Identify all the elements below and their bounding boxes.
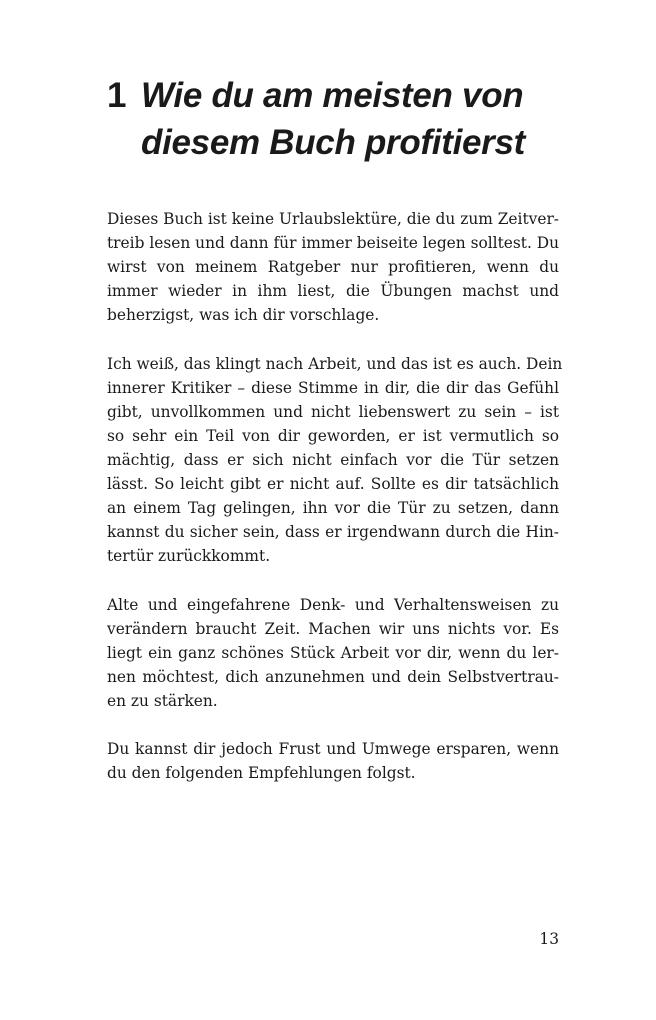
text-line: liegt ein ganz schönes Stück Arbeit vor dir, wenn du ler-	[107, 643, 559, 662]
text-line: nen möchtest, dich anzunehmen und dein Selbstvertrau-	[107, 667, 559, 686]
text-line: tertür zurückkommt.	[107, 547, 271, 566]
text-line: wirst von meinem Ratgeber nur profitieren, wenn du	[107, 258, 559, 277]
text-line: gibt, unvollkommen und nicht liebenswert zu sein – ist	[107, 402, 559, 421]
chapter-title-line: diesem Buch profitierst	[141, 123, 526, 162]
paragraph-4	[107, 737, 559, 785]
chapter-title	[141, 72, 577, 166]
text-line: immer wieder in ihm liest, die Übungen machst und	[107, 282, 559, 301]
text-line: Du kannst dir jedoch Frust und Umwege ersparen, wenn	[107, 740, 559, 759]
text-line: Ich weiß, das klingt nach Arbeit, und das ist es auch. Dein	[107, 354, 563, 373]
paragraph-2	[107, 352, 563, 569]
text-line: beherzigst, was ich dir vorschlage.	[107, 306, 380, 325]
text-line: mächtig, dass er sich nicht einfach vor die Tür setzen	[107, 450, 559, 469]
text-line: an einem Tag gelingen, ihn vor die Tür zu setzen, dann	[107, 499, 559, 518]
text-line: so sehr ein Teil von dir geworden, er ist vermutlich so	[107, 426, 559, 445]
text-line: treib lesen und dann für immer beiseite legen solltest. Du	[107, 234, 560, 253]
paragraph-3	[107, 593, 559, 713]
text-line: verändern braucht Zeit. Machen wir uns nichts vor. Es	[107, 619, 559, 638]
text-line: Dieses Buch ist keine Urlaubslektüre, die du zum Zeitver-	[107, 210, 559, 228]
text-line: Alte und eingefahrene Denk- und Verhaltensweisen zu	[107, 595, 559, 614]
chapter-heading	[107, 72, 577, 166]
text-line: kannst du sicher sein, dass er irgendwann durch die Hin-	[107, 523, 559, 542]
page-number: 13	[539, 930, 559, 948]
paragraph-1	[107, 207, 559, 327]
text-line: du den folgenden Empfehlungen folgst.	[107, 764, 416, 783]
chapter-title-line: Wie du am meisten von	[141, 76, 524, 115]
body-text	[107, 207, 563, 809]
text-line: en zu stärken.	[107, 691, 218, 710]
chapter-number: 1	[107, 76, 127, 115]
text-line: innerer Kritiker – diese Stimme in dir, die dir das Gefühl	[107, 378, 559, 397]
text-line: lässt. So leicht gibt er nicht auf. Sollte es dir tatsächlich	[107, 475, 559, 494]
